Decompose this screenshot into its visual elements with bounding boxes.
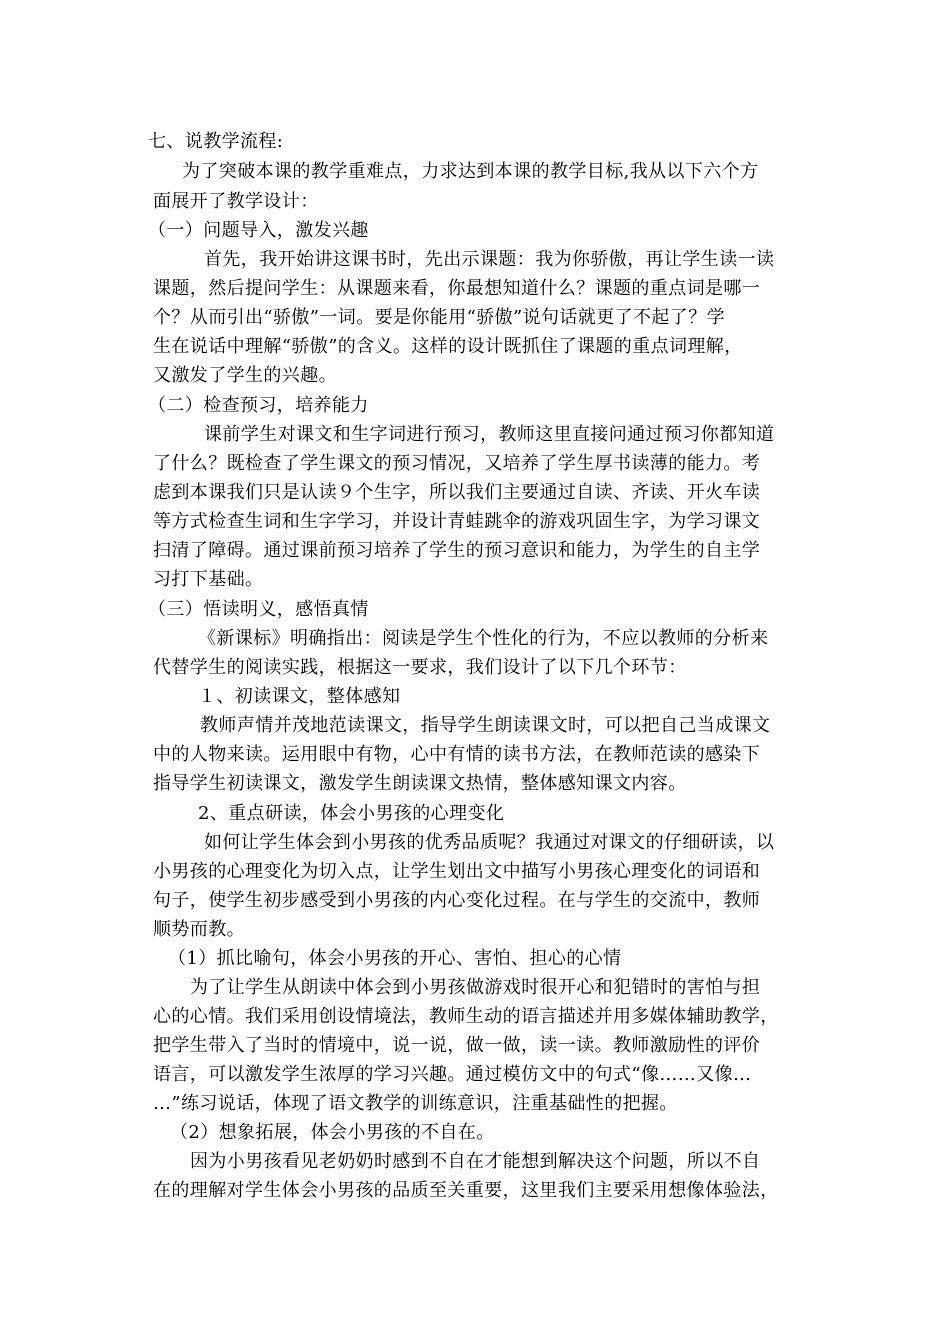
paragraph-line: 因为小男孩看见老奶奶时感到不自在才能想到解决这个问题，所以不自 [190,1151,761,1172]
paragraph-line: 等方式检查生词和生字学习，并设计青蛙跳伞的游戏巩固生字，为学习课文 [153,511,761,532]
paragraph-line: 心的心情。我们采用创设情境法，教师生动的语言描述并用多媒体辅助教学， [153,1006,779,1027]
paragraph-line: 习打下基础。 [153,569,264,590]
paragraph-line: 中的人物来读。运用眼中有物，心中有情的读书方法，在教师范读的感染下 [153,744,761,765]
paragraph-line: 小男孩的心理变化为切入点，让学生划出文中描写小男孩心理变化的词语和 [153,861,761,882]
paragraph-line: 指导学生初读课文，激发学生朗读课文热情，整体感知课文内容。 [153,773,687,794]
subheading: （二）检查预习，培养能力 [148,395,369,416]
paragraph-line: 了什么？既检查了学生课文的预习情况，又培养了学生厚书读薄的能力。考 [153,453,761,474]
paragraph-line: 如何让学生体会到小男孩的优秀品质呢？我通过对课文的仔细研读，以 [204,832,775,853]
paragraph-line: 为了让学生从朗读中体会到小男孩做游戏时很开心和犯错时的害怕与担 [190,977,761,998]
subheading: 2、重点研读，体会小男孩的心理变化 [198,803,505,824]
paragraph-line: 句子，使学生初步感受到小男孩的内心变化过程。在与学生的交流中，教师 [153,890,761,911]
paragraph-line: 语言，可以激发学生浓厚的学习兴趣。通过模仿文中的句式“像……又像… [153,1064,752,1085]
paragraph-line: 面展开了教学设计： [153,191,319,212]
paragraph-line: 代替学生的阅读实践，根据这一要求，我们设计了以下几个环节： [153,657,687,678]
paragraph-line: 生在说话中理解“骄傲”的含义。这样的设计既抓住了课题的重点词理解， [153,336,743,357]
subheading: （三）悟读明义，感悟真情 [148,599,369,620]
paragraph-line: 又激发了学生的兴趣。 [153,365,337,386]
paragraph-line: 教师声情并茂地范读课文，指导学生朗读课文时，可以把自己当成课文 [200,715,771,736]
subheading: （2）想象拓展，体会小男孩的不自在。 [170,1122,495,1143]
paragraph-line: 虑到本课我们只是认读９个生字，所以我们主要通过自读、齐读、开火车读 [153,482,761,503]
section-heading: 七、说教学流程: [148,131,284,152]
paragraph-line: 为了突破本课的教学重难点，力求达到本课的教学目标,我从以下六个方 [182,161,759,182]
paragraph-line: 课前学生对课文和生字词进行预习，教师这里直接问通过预习你都知道 [204,424,775,445]
paragraph-line: 课题，然后提问学生：从课题来看，你最想知道什么？课题的重点词是哪一 [153,278,761,299]
paragraph-line: 把学生带入了当时的情境中，说一说，做一做，读一读。教师激励性的评价 [153,1035,761,1056]
paragraph-line: 顺势而教。 [153,919,245,940]
paragraph-line: 个？从而引出“骄傲”一词。要是你能用“骄傲”说句话就更了不起了？学 [153,307,726,328]
paragraph-line: …”练习说话，体现了语文教学的训练意识，注重基础性的把握。 [153,1093,678,1114]
subheading: （一）问题导入，激发兴趣 [148,220,369,241]
paragraph-line: 在的理解对学生体会小男孩的品质至关重要，这里我们主要采用想像体验法， [153,1180,779,1201]
subheading: （1）抓比喻句，体会小男孩的开心、害怕、担心的心情 [168,948,622,969]
paragraph-line: 首先，我开始讲这课书时，先出示课题：我为你骄傲，再让学生读一读 [204,249,775,270]
subheading: １、初读课文，整体感知 [198,686,401,707]
paragraph-line: 扫清了障碍。通过课前预习培养了学生的预习意识和能力，为学生的自主学 [153,540,761,561]
paragraph-line: 《新课标》明确指出：阅读是学生个性化的行为，不应以教师的分析来 [198,628,769,649]
